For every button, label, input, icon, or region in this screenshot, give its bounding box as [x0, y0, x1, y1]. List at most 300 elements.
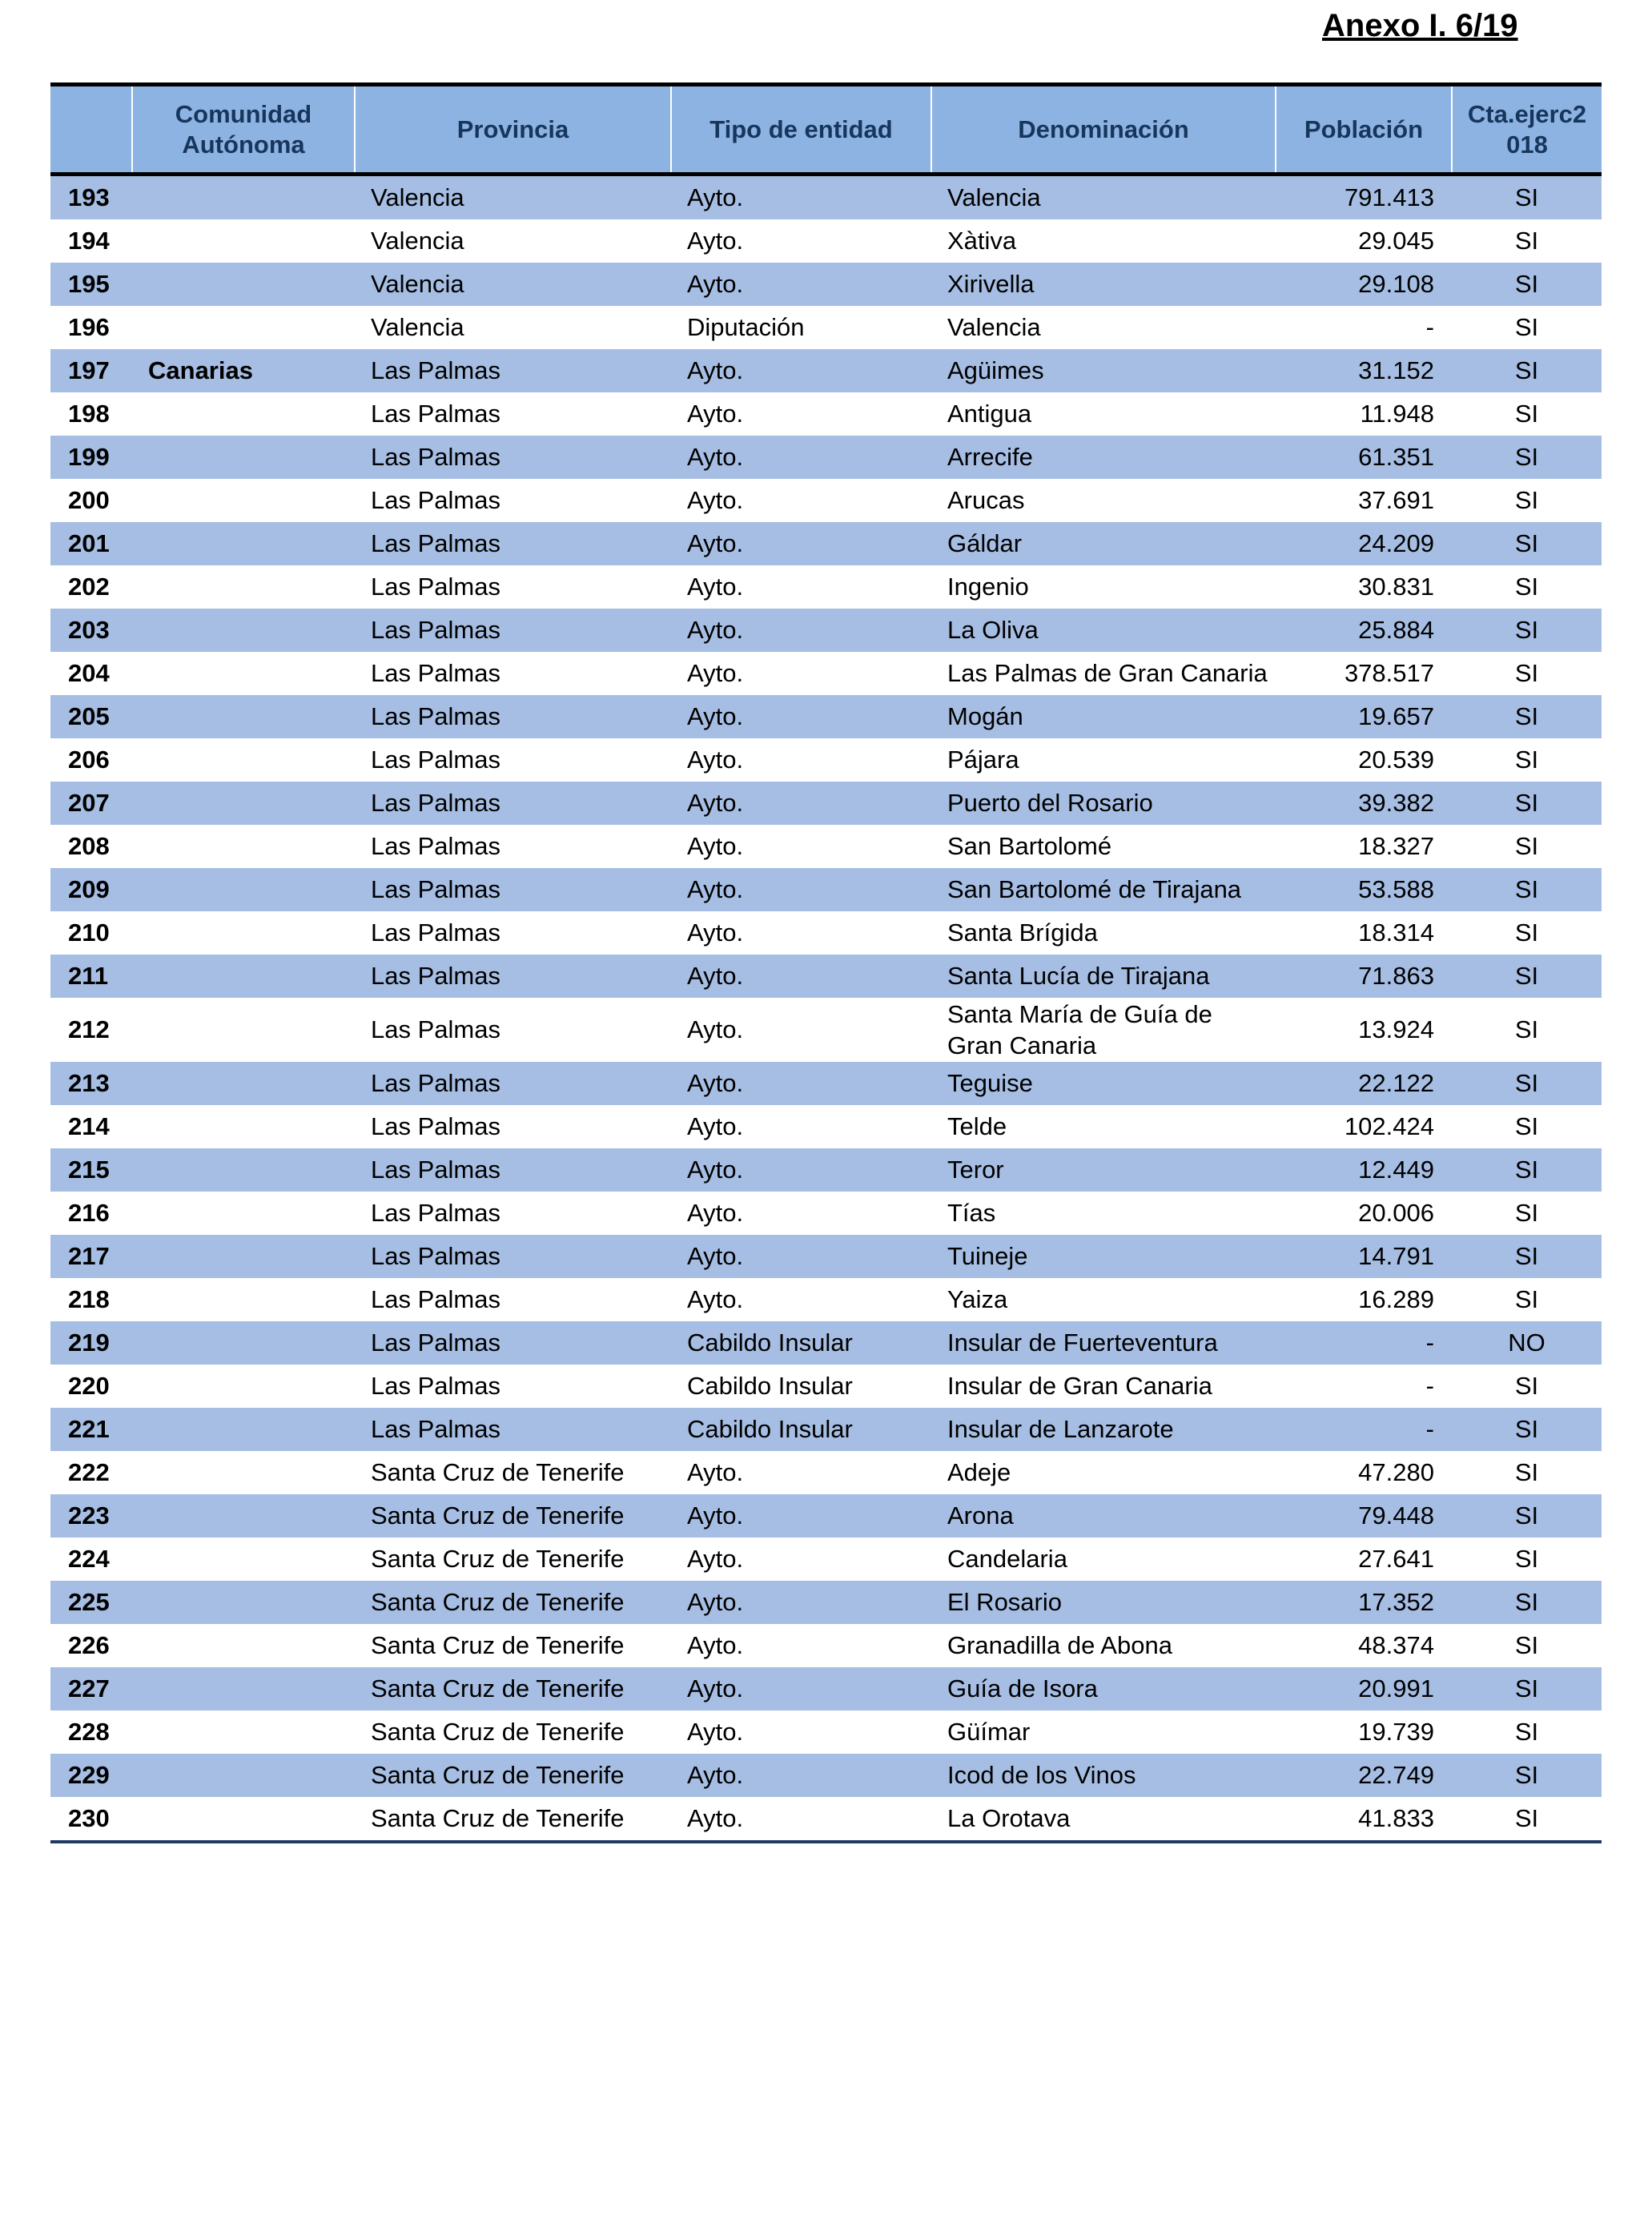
row-comunidad [132, 1408, 355, 1451]
row-poblacion: 25.884 [1276, 609, 1452, 652]
row-cta: SI [1452, 609, 1602, 652]
row-tipo: Ayto. [671, 652, 931, 695]
row-denominacion: Yaiza [931, 1278, 1276, 1321]
table-row [50, 1235, 1602, 1278]
row-comunidad [132, 263, 355, 306]
row-tipo: Ayto. [671, 219, 931, 263]
row-number: 200 [50, 479, 132, 522]
row-provincia: Las Palmas [355, 911, 671, 955]
row-comunidad [132, 522, 355, 565]
row-provincia: Santa Cruz de Tenerife [355, 1754, 671, 1797]
row-denominacion: Mogán [931, 695, 1276, 738]
row-provincia: Las Palmas [355, 652, 671, 695]
row-comunidad [132, 911, 355, 955]
table-row [50, 911, 1602, 955]
table-row [50, 825, 1602, 868]
row-cta: SI [1452, 695, 1602, 738]
row-tipo: Ayto. [671, 1148, 931, 1192]
row-cta: SI [1452, 175, 1602, 220]
table-row [50, 1278, 1602, 1321]
row-cta: SI [1452, 1624, 1602, 1667]
row-denominacion: Puerto del Rosario [931, 782, 1276, 825]
table-row [50, 392, 1602, 436]
header-provincia: Provincia [355, 85, 671, 175]
table-row [50, 175, 1602, 220]
row-denominacion: La Oliva [931, 609, 1276, 652]
table-row [50, 1451, 1602, 1494]
row-denominacion: Icod de los Vinos [931, 1754, 1276, 1797]
row-provincia: Santa Cruz de Tenerife [355, 1797, 671, 1842]
row-number: 201 [50, 522, 132, 565]
row-provincia: Las Palmas [355, 1062, 671, 1105]
row-cta: SI [1452, 1235, 1602, 1278]
row-cta: SI [1452, 738, 1602, 782]
row-poblacion: - [1276, 1408, 1452, 1451]
row-tipo: Ayto. [671, 1451, 931, 1494]
row-poblacion: 48.374 [1276, 1624, 1452, 1667]
row-denominacion: Tías [931, 1192, 1276, 1235]
row-number: 204 [50, 652, 132, 695]
row-poblacion: 791.413 [1276, 175, 1452, 220]
row-provincia: Las Palmas [355, 479, 671, 522]
annex-title: Anexo I. 6/19 [1322, 8, 1518, 43]
row-cta: SI [1452, 652, 1602, 695]
row-tipo: Ayto. [671, 263, 931, 306]
row-tipo: Ayto. [671, 1235, 931, 1278]
row-tipo: Ayto. [671, 1710, 931, 1754]
row-number: 195 [50, 263, 132, 306]
table-row [50, 1754, 1602, 1797]
row-provincia: Las Palmas [355, 565, 671, 609]
row-tipo: Ayto. [671, 695, 931, 738]
row-tipo: Ayto. [671, 1105, 931, 1148]
row-denominacion: Arucas [931, 479, 1276, 522]
row-number: 224 [50, 1538, 132, 1581]
row-denominacion: Agüimes [931, 349, 1276, 392]
row-tipo: Ayto. [671, 1624, 931, 1667]
row-number: 193 [50, 175, 132, 220]
row-number: 214 [50, 1105, 132, 1148]
row-denominacion: San Bartolomé de Tirajana [931, 868, 1276, 911]
row-provincia: Las Palmas [355, 1105, 671, 1148]
row-provincia: Valencia [355, 219, 671, 263]
row-provincia: Valencia [355, 306, 671, 349]
row-comunidad [132, 1235, 355, 1278]
row-denominacion: Valencia [931, 175, 1276, 220]
row-comunidad [132, 306, 355, 349]
table-row [50, 782, 1602, 825]
row-cta: SI [1452, 1451, 1602, 1494]
table-row [50, 1105, 1602, 1148]
row-comunidad [132, 1278, 355, 1321]
row-tipo: Ayto. [671, 911, 931, 955]
row-cta: SI [1452, 1365, 1602, 1408]
table-row [50, 738, 1602, 782]
row-provincia: Las Palmas [355, 522, 671, 565]
row-comunidad [132, 782, 355, 825]
row-comunidad [132, 1710, 355, 1754]
row-poblacion: 27.641 [1276, 1538, 1452, 1581]
table-row [50, 695, 1602, 738]
row-poblacion: 12.449 [1276, 1148, 1452, 1192]
row-provincia: Las Palmas [355, 392, 671, 436]
row-poblacion: 79.448 [1276, 1494, 1452, 1538]
table-row [50, 1797, 1602, 1842]
row-denominacion: Santa Brígida [931, 911, 1276, 955]
entities-table [50, 82, 1602, 1843]
row-tipo: Ayto. [671, 1797, 931, 1842]
row-provincia: Las Palmas [355, 695, 671, 738]
row-number: 223 [50, 1494, 132, 1538]
row-poblacion: 31.152 [1276, 349, 1452, 392]
row-provincia: Santa Cruz de Tenerife [355, 1667, 671, 1710]
row-tipo: Cabildo Insular [671, 1321, 931, 1365]
row-poblacion: 53.588 [1276, 868, 1452, 911]
table-row [50, 219, 1602, 263]
row-poblacion: 19.739 [1276, 1710, 1452, 1754]
row-comunidad [132, 1105, 355, 1148]
row-cta: SI [1452, 1797, 1602, 1842]
row-poblacion: 17.352 [1276, 1581, 1452, 1624]
row-comunidad [132, 392, 355, 436]
row-provincia: Valencia [355, 175, 671, 220]
row-number: 230 [50, 1797, 132, 1842]
row-number: 208 [50, 825, 132, 868]
row-cta: SI [1452, 263, 1602, 306]
table-row [50, 1365, 1602, 1408]
row-cta: SI [1452, 1581, 1602, 1624]
row-number: 207 [50, 782, 132, 825]
row-cta: SI [1452, 1408, 1602, 1451]
row-poblacion: 16.289 [1276, 1278, 1452, 1321]
row-number: 225 [50, 1581, 132, 1624]
row-number: 212 [50, 998, 132, 1062]
table-row [50, 263, 1602, 306]
row-provincia: Las Palmas [355, 955, 671, 998]
row-provincia: Las Palmas [355, 782, 671, 825]
row-number: 197 [50, 349, 132, 392]
row-cta: SI [1452, 955, 1602, 998]
row-provincia: Las Palmas [355, 1235, 671, 1278]
row-poblacion: 22.749 [1276, 1754, 1452, 1797]
header-cta: Cta.ejerc2 018 [1452, 85, 1602, 175]
row-denominacion: Gáldar [931, 522, 1276, 565]
row-number: 227 [50, 1667, 132, 1710]
table-row [50, 1062, 1602, 1105]
row-provincia: Las Palmas [355, 349, 671, 392]
row-cta: SI [1452, 1494, 1602, 1538]
row-denominacion: Tuineje [931, 1235, 1276, 1278]
row-denominacion: Granadilla de Abona [931, 1624, 1276, 1667]
table-row [50, 652, 1602, 695]
header-comunidad: Comunidad Autónoma [132, 85, 355, 175]
table-row [50, 565, 1602, 609]
table-row [50, 349, 1602, 392]
row-cta: SI [1452, 1754, 1602, 1797]
row-denominacion: Arrecife [931, 436, 1276, 479]
table-row [50, 1538, 1602, 1581]
row-comunidad [132, 1538, 355, 1581]
row-cta: SI [1452, 1105, 1602, 1148]
row-tipo: Ayto. [671, 738, 931, 782]
row-provincia: Las Palmas [355, 868, 671, 911]
row-cta: NO [1452, 1321, 1602, 1365]
row-denominacion: Ingenio [931, 565, 1276, 609]
table-row [50, 1494, 1602, 1538]
row-poblacion: 24.209 [1276, 522, 1452, 565]
row-provincia: Las Palmas [355, 998, 671, 1062]
row-tipo: Ayto. [671, 1192, 931, 1235]
table-row [50, 1581, 1602, 1624]
row-cta: SI [1452, 479, 1602, 522]
row-tipo: Ayto. [671, 609, 931, 652]
table-row [50, 1321, 1602, 1365]
row-denominacion: Insular de Fuerteventura [931, 1321, 1276, 1365]
row-cta: SI [1452, 306, 1602, 349]
row-provincia: Las Palmas [355, 1278, 671, 1321]
row-number: 205 [50, 695, 132, 738]
row-comunidad [132, 219, 355, 263]
row-denominacion: Santa María de Guía de Gran Canaria [931, 998, 1276, 1062]
row-poblacion: 20.539 [1276, 738, 1452, 782]
row-number: 216 [50, 1192, 132, 1235]
row-tipo: Ayto. [671, 1581, 931, 1624]
row-provincia: Las Palmas [355, 609, 671, 652]
row-comunidad [132, 175, 355, 220]
row-number: 199 [50, 436, 132, 479]
row-comunidad [132, 1148, 355, 1192]
table-row [50, 522, 1602, 565]
row-cta: SI [1452, 522, 1602, 565]
row-tipo: Ayto. [671, 1494, 931, 1538]
row-tipo: Ayto. [671, 349, 931, 392]
row-number: 196 [50, 306, 132, 349]
row-tipo: Ayto. [671, 175, 931, 220]
row-comunidad [132, 998, 355, 1062]
row-provincia: Santa Cruz de Tenerife [355, 1624, 671, 1667]
row-comunidad [132, 695, 355, 738]
row-provincia: Santa Cruz de Tenerife [355, 1710, 671, 1754]
table-row [50, 1148, 1602, 1192]
row-denominacion: Candelaria [931, 1538, 1276, 1581]
row-poblacion: 18.314 [1276, 911, 1452, 955]
row-comunidad [132, 1797, 355, 1842]
row-tipo: Ayto. [671, 1754, 931, 1797]
row-tipo: Cabildo Insular [671, 1408, 931, 1451]
table-row [50, 1624, 1602, 1667]
row-cta: SI [1452, 1192, 1602, 1235]
row-number: 220 [50, 1365, 132, 1408]
row-tipo: Ayto. [671, 782, 931, 825]
row-number: 229 [50, 1754, 132, 1797]
row-comunidad: Canarias [132, 349, 355, 392]
row-number: 221 [50, 1408, 132, 1451]
row-denominacion: Pájara [931, 738, 1276, 782]
row-cta: SI [1452, 1667, 1602, 1710]
row-number: 217 [50, 1235, 132, 1278]
row-denominacion: Xàtiva [931, 219, 1276, 263]
row-denominacion: Telde [931, 1105, 1276, 1148]
row-denominacion: Teror [931, 1148, 1276, 1192]
row-tipo: Ayto. [671, 479, 931, 522]
row-tipo: Ayto. [671, 1278, 931, 1321]
row-comunidad [132, 1667, 355, 1710]
row-denominacion: Xirivella [931, 263, 1276, 306]
row-poblacion: 14.791 [1276, 1235, 1452, 1278]
row-poblacion: 41.833 [1276, 1797, 1452, 1842]
row-cta: SI [1452, 782, 1602, 825]
row-tipo: Ayto. [671, 1538, 931, 1581]
row-tipo: Ayto. [671, 998, 931, 1062]
row-cta: SI [1452, 911, 1602, 955]
row-cta: SI [1452, 825, 1602, 868]
row-cta: SI [1452, 392, 1602, 436]
row-provincia: Las Palmas [355, 1192, 671, 1235]
row-poblacion: - [1276, 306, 1452, 349]
row-poblacion: 20.991 [1276, 1667, 1452, 1710]
row-cta: SI [1452, 219, 1602, 263]
row-poblacion: 29.045 [1276, 219, 1452, 263]
row-poblacion: 102.424 [1276, 1105, 1452, 1148]
table-row [50, 955, 1602, 998]
row-number: 222 [50, 1451, 132, 1494]
row-poblacion: 30.831 [1276, 565, 1452, 609]
header-denominacion: Denominación [931, 85, 1276, 175]
table-row [50, 1408, 1602, 1451]
row-number: 218 [50, 1278, 132, 1321]
row-denominacion: El Rosario [931, 1581, 1276, 1624]
row-cta: SI [1452, 1062, 1602, 1105]
row-cta: SI [1452, 868, 1602, 911]
row-comunidad [132, 1365, 355, 1408]
row-poblacion: 22.122 [1276, 1062, 1452, 1105]
row-cta: SI [1452, 436, 1602, 479]
row-provincia: Las Palmas [355, 1365, 671, 1408]
table-row [50, 306, 1602, 349]
row-number: 198 [50, 392, 132, 436]
row-comunidad [132, 1624, 355, 1667]
row-denominacion: Guía de Isora [931, 1667, 1276, 1710]
row-cta: SI [1452, 1278, 1602, 1321]
row-poblacion: 11.948 [1276, 392, 1452, 436]
row-provincia: Santa Cruz de Tenerife [355, 1451, 671, 1494]
row-comunidad [132, 1192, 355, 1235]
row-comunidad [132, 609, 355, 652]
row-poblacion: - [1276, 1365, 1452, 1408]
row-poblacion: 37.691 [1276, 479, 1452, 522]
table-row [50, 1192, 1602, 1235]
row-poblacion: 378.517 [1276, 652, 1452, 695]
row-cta: SI [1452, 998, 1602, 1062]
table-row [50, 998, 1602, 1062]
row-denominacion: San Bartolomé [931, 825, 1276, 868]
row-cta: SI [1452, 1538, 1602, 1581]
table-row [50, 609, 1602, 652]
row-poblacion: 19.657 [1276, 695, 1452, 738]
row-provincia: Las Palmas [355, 1321, 671, 1365]
row-number: 202 [50, 565, 132, 609]
row-comunidad [132, 1494, 355, 1538]
table-row [50, 868, 1602, 911]
row-provincia: Las Palmas [355, 1148, 671, 1192]
table-body [50, 175, 1602, 1843]
row-tipo: Diputación [671, 306, 931, 349]
row-tipo: Cabildo Insular [671, 1365, 931, 1408]
row-number: 194 [50, 219, 132, 263]
row-comunidad [132, 825, 355, 868]
row-tipo: Ayto. [671, 565, 931, 609]
row-comunidad [132, 1754, 355, 1797]
table-row [50, 1667, 1602, 1710]
row-denominacion: Arona [931, 1494, 1276, 1538]
row-number: 209 [50, 868, 132, 911]
row-cta: SI [1452, 565, 1602, 609]
row-denominacion: Insular de Gran Canaria [931, 1365, 1276, 1408]
row-denominacion: Insular de Lanzarote [931, 1408, 1276, 1451]
row-tipo: Ayto. [671, 1667, 931, 1710]
row-number: 215 [50, 1148, 132, 1192]
row-comunidad [132, 436, 355, 479]
table-row [50, 1710, 1602, 1754]
row-provincia: Santa Cruz de Tenerife [355, 1538, 671, 1581]
table-row [50, 436, 1602, 479]
row-tipo: Ayto. [671, 825, 931, 868]
row-cta: SI [1452, 1710, 1602, 1754]
row-comunidad [132, 955, 355, 998]
row-cta: SI [1452, 349, 1602, 392]
row-denominacion: Santa Lucía de Tirajana [931, 955, 1276, 998]
row-provincia: Las Palmas [355, 825, 671, 868]
row-poblacion: 29.108 [1276, 263, 1452, 306]
row-provincia: Las Palmas [355, 436, 671, 479]
row-provincia: Las Palmas [355, 738, 671, 782]
header-poblacion: Población [1276, 85, 1452, 175]
row-number: 228 [50, 1710, 132, 1754]
row-cta: SI [1452, 1148, 1602, 1192]
row-tipo: Ayto. [671, 522, 931, 565]
row-poblacion: 20.006 [1276, 1192, 1452, 1235]
row-provincia: Santa Cruz de Tenerife [355, 1581, 671, 1624]
header-tipo: Tipo de entidad [671, 85, 931, 175]
row-number: 211 [50, 955, 132, 998]
row-number: 219 [50, 1321, 132, 1365]
header-num [50, 85, 132, 175]
row-poblacion: - [1276, 1321, 1452, 1365]
row-comunidad [132, 1062, 355, 1105]
row-comunidad [132, 1581, 355, 1624]
row-comunidad [132, 565, 355, 609]
row-tipo: Ayto. [671, 436, 931, 479]
row-number: 206 [50, 738, 132, 782]
table-header [50, 85, 1602, 175]
row-poblacion: 61.351 [1276, 436, 1452, 479]
row-poblacion: 13.924 [1276, 998, 1452, 1062]
row-provincia: Santa Cruz de Tenerife [355, 1494, 671, 1538]
row-provincia: Las Palmas [355, 1408, 671, 1451]
row-number: 213 [50, 1062, 132, 1105]
table-row [50, 479, 1602, 522]
row-poblacion: 71.863 [1276, 955, 1452, 998]
row-comunidad [132, 479, 355, 522]
row-tipo: Ayto. [671, 868, 931, 911]
row-comunidad [132, 738, 355, 782]
row-tipo: Ayto. [671, 1062, 931, 1105]
row-number: 210 [50, 911, 132, 955]
row-provincia: Valencia [355, 263, 671, 306]
row-comunidad [132, 1321, 355, 1365]
row-comunidad [132, 652, 355, 695]
row-poblacion: 18.327 [1276, 825, 1452, 868]
